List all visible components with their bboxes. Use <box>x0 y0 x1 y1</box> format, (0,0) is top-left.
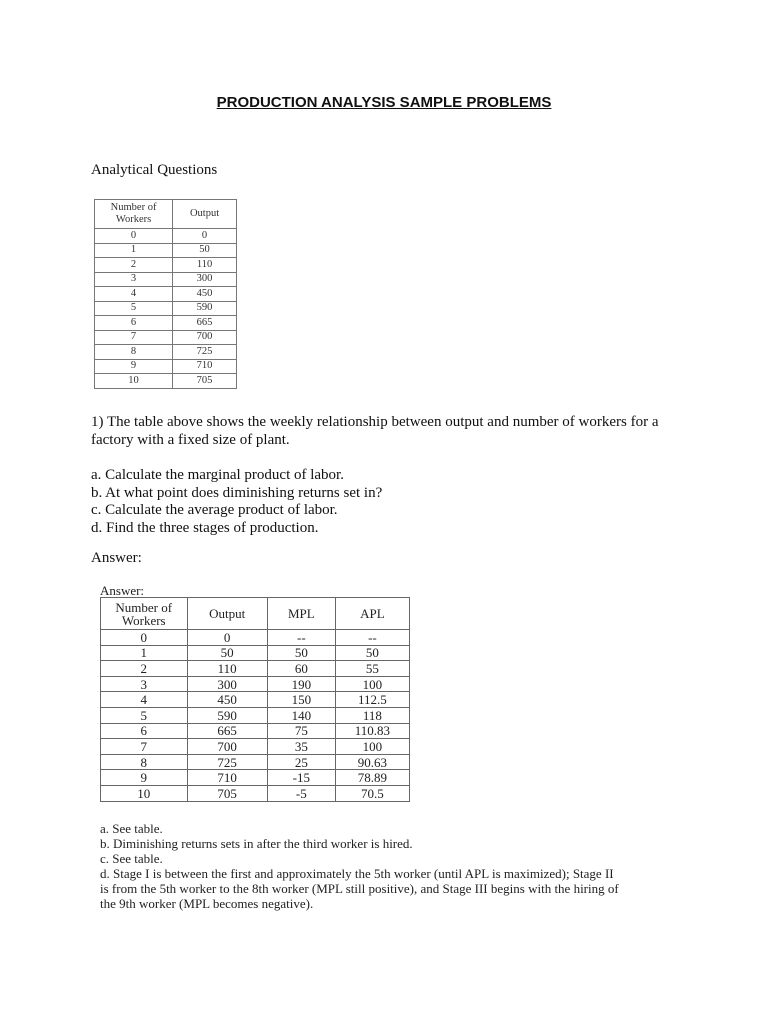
table-row <box>95 229 237 244</box>
table-row <box>95 287 237 302</box>
column-header: Output <box>187 598 267 630</box>
table-cell: 300 <box>187 676 267 692</box>
table-cell: 705 <box>173 374 237 389</box>
table-cell: -5 <box>267 785 335 801</box>
table-cell: 5 <box>95 301 173 316</box>
table-cell: 60 <box>267 661 335 677</box>
table-cell: 110 <box>187 661 267 677</box>
table-cell: 0 <box>173 229 237 244</box>
table-cell: 100 <box>335 739 409 755</box>
column-header: Number of Workers <box>95 200 173 229</box>
table-cell: 450 <box>187 692 267 708</box>
column-header: Number of Workers <box>101 598 188 630</box>
table-cell: -- <box>267 630 335 646</box>
table-row <box>95 330 237 345</box>
table-cell: 3 <box>95 272 173 287</box>
table-cell: 2 <box>101 661 188 677</box>
table-cell: 90.63 <box>335 754 409 770</box>
table-cell: 9 <box>101 770 188 786</box>
table-cell: 35 <box>267 739 335 755</box>
column-header: APL <box>335 598 409 630</box>
table-cell: 590 <box>187 707 267 723</box>
table-row <box>101 630 410 646</box>
workers-output-table <box>94 199 237 389</box>
table-row <box>95 272 237 287</box>
table-cell: 78.89 <box>335 770 409 786</box>
table-cell: 0 <box>95 229 173 244</box>
table-cell: 710 <box>173 359 237 374</box>
table-cell: 70.5 <box>335 785 409 801</box>
table-cell: 2 <box>95 258 173 273</box>
table-row <box>101 676 410 692</box>
question-intro: 1) The table above shows the weekly relationship between output and number of workers for a factory with a fixed size of plant. <box>91 414 659 448</box>
table-cell: 10 <box>95 374 173 389</box>
table-row <box>101 754 410 770</box>
table-cell: 25 <box>267 754 335 770</box>
table-cell: 7 <box>95 330 173 345</box>
table-cell: 0 <box>187 630 267 646</box>
table-cell: 50 <box>173 243 237 258</box>
table-cell: 590 <box>173 301 237 316</box>
question-part-c: c. Calculate the average product of labor. <box>91 502 338 518</box>
table-cell: 9 <box>95 359 173 374</box>
table-row <box>101 707 410 723</box>
answer-item-c: c. See table. <box>100 851 163 866</box>
table-cell: 1 <box>95 243 173 258</box>
question-part-b: b. At what point does diminishing returns set in? <box>91 484 383 501</box>
answer-item-a: a. See table. <box>100 821 163 836</box>
table-cell: 4 <box>95 287 173 302</box>
table-body <box>101 630 410 802</box>
table-cell: 10 <box>101 785 188 801</box>
table-cell: 118 <box>335 707 409 723</box>
table-cell: 6 <box>101 723 188 739</box>
table-row <box>101 661 410 677</box>
table-header-row <box>101 598 410 630</box>
answer-table <box>100 597 410 802</box>
table-row <box>95 316 237 331</box>
table-cell: 100 <box>335 676 409 692</box>
table-cell: 4 <box>101 692 188 708</box>
table-row <box>95 258 237 273</box>
answer-item-d: d. Stage I is between the first and approximately the 5th worker (until APL is maximized); Stage II is from the 5th worker to the 8th worker (MPL still positive), and Stage III begins with the hiring of the 9th worker (MPL becomes negative). <box>100 866 619 911</box>
answer-list <box>100 821 620 911</box>
table-cell: 705 <box>187 785 267 801</box>
page-title: PRODUCTION ANALYSIS SAMPLE PROBLEMS <box>216 94 552 111</box>
table-cell: 700 <box>187 739 267 755</box>
table-cell: -15 <box>267 770 335 786</box>
table-cell: 700 <box>173 330 237 345</box>
table-cell: 665 <box>187 723 267 739</box>
table-cell: -- <box>335 630 409 646</box>
table-row <box>95 345 237 360</box>
table-cell: 665 <box>173 316 237 331</box>
table-cell: 140 <box>267 707 335 723</box>
table-cell: 8 <box>101 754 188 770</box>
table-cell: 150 <box>267 692 335 708</box>
column-header: Output <box>173 200 237 229</box>
table-row <box>95 359 237 374</box>
section-heading: Analytical Questions <box>91 162 218 178</box>
table-cell: 725 <box>187 754 267 770</box>
table-row <box>101 770 410 786</box>
table-body <box>95 229 237 389</box>
answer-table-caption: Answer: <box>100 583 145 598</box>
table-cell: 6 <box>95 316 173 331</box>
table-row <box>95 374 237 389</box>
table-cell: 50 <box>267 645 335 661</box>
table-cell: 112.5 <box>335 692 409 708</box>
table-cell: 50 <box>335 645 409 661</box>
table-cell: 5 <box>101 707 188 723</box>
table-cell: 8 <box>95 345 173 360</box>
table-row <box>101 785 410 801</box>
question-part-a: a. Calculate the marginal product of labor. <box>91 467 344 483</box>
table-cell: 55 <box>335 661 409 677</box>
answer-item-b: b. Diminishing returns sets in after the third worker is hired. <box>100 836 413 851</box>
table-row <box>95 243 237 258</box>
table-header-row <box>95 200 237 229</box>
table-cell: 300 <box>173 272 237 287</box>
table-row <box>101 723 410 739</box>
answer-label: Answer: <box>91 550 142 566</box>
table-cell: 450 <box>173 287 237 302</box>
table-cell: 190 <box>267 676 335 692</box>
table-cell: 7 <box>101 739 188 755</box>
column-header: MPL <box>267 598 335 630</box>
table-cell: 725 <box>173 345 237 360</box>
table-cell: 75 <box>267 723 335 739</box>
table-cell: 1 <box>101 645 188 661</box>
table-cell: 110 <box>173 258 237 273</box>
table-row <box>101 692 410 708</box>
table-cell: 0 <box>101 630 188 646</box>
table-cell: 710 <box>187 770 267 786</box>
table-cell: 50 <box>187 645 267 661</box>
table-cell: 3 <box>101 676 188 692</box>
table-cell: 110.83 <box>335 723 409 739</box>
question-parts <box>91 466 691 536</box>
table-row <box>101 645 410 661</box>
question-part-d: d. Find the three stages of production. <box>91 519 319 536</box>
table-row <box>95 301 237 316</box>
table-row <box>101 739 410 755</box>
